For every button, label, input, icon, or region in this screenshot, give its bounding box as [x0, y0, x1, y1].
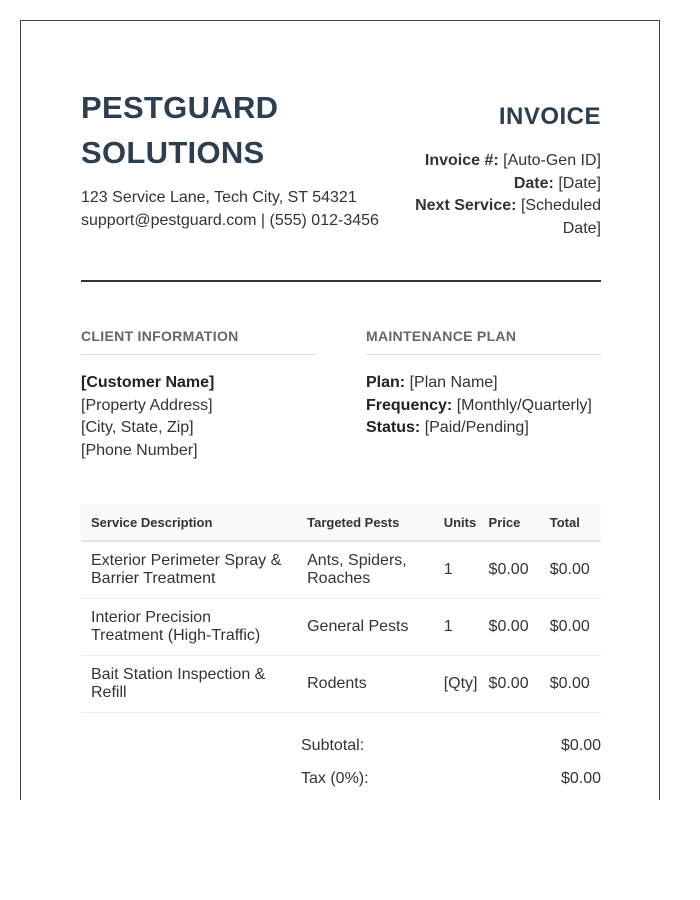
table-row: [81, 656, 601, 713]
plan-details: [366, 372, 601, 440]
invoice-date: [381, 173, 601, 196]
targeted-pests-cell: Rodents: [297, 656, 434, 713]
tax-label: Tax (0%):: [301, 770, 369, 787]
header-divider: [81, 280, 601, 282]
invoice-number: [381, 150, 601, 173]
frequency-label: Frequency:: [366, 396, 453, 414]
table-header-row: [81, 504, 601, 541]
price-cell: $0.00: [479, 541, 540, 599]
company-contact: [81, 187, 411, 232]
service-description-cell: Exterior Perimeter Spray & Barrier Treatment: [81, 541, 297, 599]
next-service-label: Next Service:: [415, 197, 517, 214]
tax-row: [301, 769, 601, 789]
service-description-cell: Bait Station Inspection & Refill: [81, 656, 297, 713]
targeted-pests-cell: General Pests: [297, 599, 434, 656]
total-cell: $0.00: [540, 541, 601, 599]
client-information-title: CLIENT INFORMATION: [81, 326, 316, 355]
units-cell: 1: [434, 541, 479, 599]
invoice-date-label: Date:: [513, 174, 554, 192]
frequency-row: [366, 395, 601, 418]
column-header-targeted-pests: Targeted Pests: [297, 504, 434, 541]
units-cell: 1: [434, 599, 479, 656]
maintenance-plan-title: MAINTENANCE PLAN: [366, 326, 601, 355]
property-address: [Property Address]: [81, 396, 213, 414]
price-cell: $0.00: [479, 656, 540, 713]
plan-label: Plan:: [366, 374, 406, 391]
invoice-next-service: [381, 195, 601, 240]
total-cell: $0.00: [540, 599, 601, 656]
client-details: [81, 372, 316, 462]
frequency-value: [Monthly/Quarterly]: [456, 396, 592, 414]
total-cell: $0.00: [540, 656, 601, 713]
invoice-number-label: Invoice #:: [424, 152, 499, 169]
plan-row: [366, 372, 601, 395]
status-label: Status:: [366, 419, 421, 436]
service-description-cell: Interior Precision Treatment (High-Traffic): [81, 599, 297, 656]
company-address: 123 Service Lane, Tech City, ST 54321: [81, 189, 357, 206]
phone-number: [Phone Number]: [81, 441, 198, 459]
subtotal-row: [301, 736, 601, 756]
table-row: [81, 541, 601, 599]
totals-section: [301, 736, 601, 800]
column-header-service-description: Service Description: [81, 504, 297, 541]
subtotal-value: $0.00: [560, 737, 601, 754]
invoice-meta: [381, 103, 601, 240]
tax-value: $0.00: [560, 770, 601, 787]
services-table: [81, 504, 601, 713]
column-header-units: Units: [434, 504, 479, 541]
status-row: [366, 417, 601, 440]
table-row: [81, 599, 601, 656]
invoice-number-value: [Auto-Gen ID]: [503, 152, 601, 169]
column-header-price: Price: [479, 504, 540, 541]
plan-value: [Plan Name]: [409, 374, 498, 391]
status-value: [Paid/Pending]: [424, 419, 529, 436]
company-email-phone: support@pestguard.com | (555) 012-3456: [81, 211, 379, 229]
units-cell: [Qty]: [434, 656, 479, 713]
targeted-pests-cell: Ants, Spiders, Roaches: [297, 541, 434, 599]
client-information-section: [81, 326, 316, 462]
price-cell: $0.00: [479, 599, 540, 656]
invoice-sheet: [20, 20, 660, 800]
subtotal-label: Subtotal:: [301, 737, 365, 754]
company-name: PESTGUARD SOLUTIONS: [81, 90, 279, 170]
invoice-date-value: [Date]: [558, 174, 601, 192]
city-state-zip: [City, State, Zip]: [81, 419, 194, 436]
column-header-total: Total: [540, 504, 601, 541]
invoice-title: INVOICE: [498, 103, 601, 130]
customer-name: [Customer Name]: [81, 374, 215, 391]
next-service-value: [Scheduled Date]: [520, 197, 601, 237]
maintenance-plan-section: [366, 326, 601, 440]
